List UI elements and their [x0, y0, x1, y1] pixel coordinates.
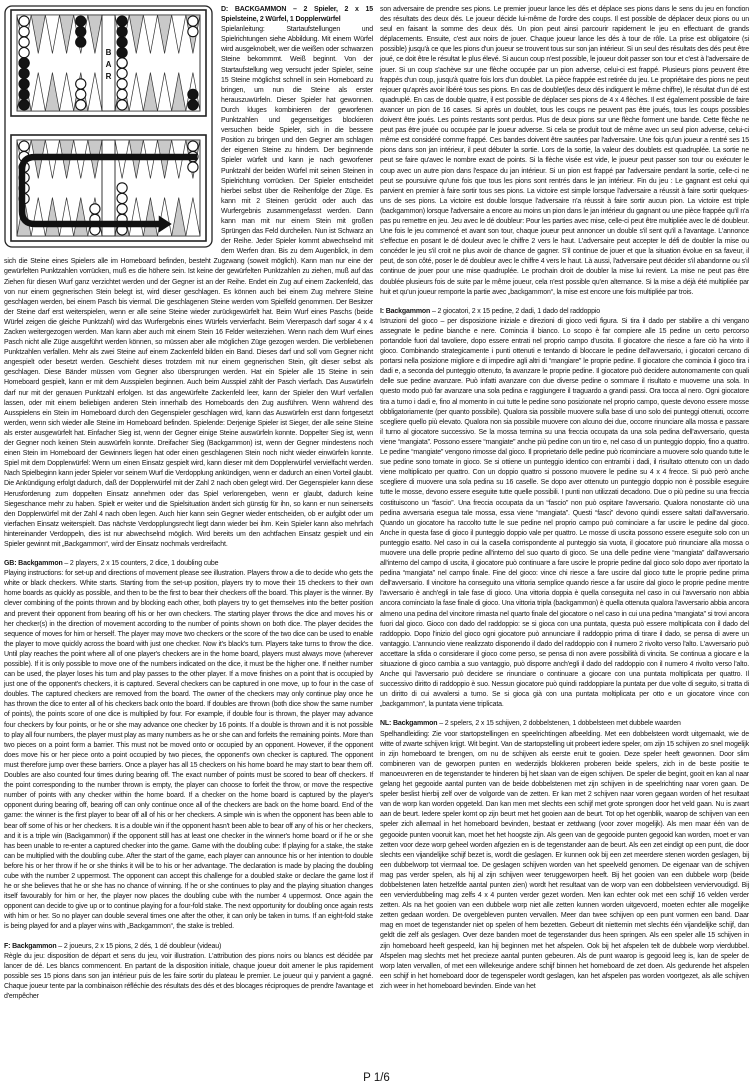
- section-meta-german: – 2 Spieler, 2 x 15 Spielsteine, 2 Würfel, 1 Dopplerwürfel: [221, 6, 374, 24]
- left-column: [4, 5, 373, 1002]
- board-diagram-svg: [4, 5, 214, 248]
- section-body-dutch: Spelhandleiding: Zie voor startopstellingen en speelrichtingen afbeelding. Met een dobbelsteen wordt uitgemaakt, wie de witte of zwarte schijven krijgt. Wit begint. Van de startopstelling uit probeert iedere speler, om zijn 15 schijven zo snel mogelijk in zijn homeboard te brengen, om nu de schijven als eerste eruit te gooien. Deze speler heeft gewonnen. Door slim combineren van de geworpen punten en wederzijds blokkeren proberen beide spelers, zich in de beste positie te manoeuvreren en de tegenstander te hinderen bij het slaan van de eigen schijven. De speler die begint, gooit en kan al naar gelang het gegooide aantal punten van de beide dobbelstenen met zijn schijven in de speelrichting naar voren gaan. De speler beslist hierbij zelf over de volgorde van de zetten. Er kan met 2 schijven naar voren gegaan worden of het resultaat van de worp kan worden opgeteld. Dan kan men met slechts een schijf met grote sprongen door het veld gaan. Nu is zwart aan de beurt. Iedere speler komt op zijn beurt met het gooien aan de beurt. Tot op het ogenblik, waarop de schijven van een speler zich allemaal in het homeboard bevinden, bestaat er zetdwang (voor zover mogelijk). Als men maar één van de gegooide punten vooruit kan, moet het het hoogste zijn. Als geen van de gegooide punten gegooid kan worden, moet er van zetten voor deze worp geheel worden afgezien en is de tegenstander aan de beurt. Als een zet eindigt op een punt, die door slechts een vijandelijke schijf bezet is, wordt die geslagen. Er kunnen ook bij een zet meerdere stenen worden geslagen, bij een dubbelworp tot viermaal toe. De geslagen schijven worden van het speelveld genomen. De eigenaar van de schijven mag pas verder spelen, als hij al zijn schijven weer teruggeworpen heeft. Bij het gooien van een dubbele worp (beide dobbelstenen laten hetzelfde aantal punten zien) wordt het resultaat van de worp van een dobbelsteen verviervoudigd. Bij een vervierdubbeling mag zelfs 4 x 4 punten verder gezet worden. Men kan echter ook met een schijf 16 velden verder zetten. Als na het gooien van een dubbele worp niet alle zetten kunnen worden uitgevoerd, moeten echter alle mogelijke zetten gedaan worden. De overgebleven punten vervallen. Meer dan twee schijven op een punt vormen een band. Daar mag en moet de tegenstander niet op spelen of hem bezetten. Gebeurt dit niettemin met slechts één vijandelijke schijf, dan geldt die zelf als geslagen. Over deze banden moet de tegenstander dus heen springen. Als een speler alle 15 schijven in zijn homeboard heeft gespeeld, kan hij beginnen met het afspelen. Ook bij het afspelen telt de dubbele worp vierdubbel. Afspelen mag slechts met het precieze aantal punten gebeuren. Als de punt waarop is gegooid leeg is, kan de speler de worp laten vervallen, of met een willekeurige andere schijf binnen het homeboard de zet doen. Als gedurende het afspelen een schijf in het homeboard door de tegenspeler wordt geslagen, kan het afspelen pas worden voortgezet, als alle schijven zich weer in het homeboard bevinden. Einde van het: [380, 730, 749, 990]
- section-title-french: F: Backgammon: [4, 942, 57, 950]
- footer-page-number: P 1/6: [363, 1072, 390, 1084]
- section-french: [4, 942, 373, 1003]
- section-body-french-right: son adversaire de prendre ses pions. Le premier joueur lance les dés et déplace ses pions dans le sens du jeu en fonction des résultats des deux dés. Le joueur décide lui-même de l'ordre des coups. Il est possible de déplacer deux pions ou un seul en faisant la somme des deux dés. Un pion peut ainsi parcourir rapidement le jeu en effectuant de grands déplacements. Ensuite, c'est aux noirs de jouer. Chaque joueur lance les dés à tour de rôle. La prise est obligatoire (si possible) jusqu'à ce que les pions d'un joueur se trouvent tous sur son jan intérieur. Si un seul des résultats des dés peut être joué, ce doit être le résultat le plus élevé. Si aucun coup n'est possible, le joueur doit passer son tour et c'est à l'adversaire de jouer. Si un coup s'achève sur une flèche occupée par un pion adverse, celui-ci est frappé. Plusieurs pions peuvent être frappés d'un coup, jusqu'à quatre fois lors d'un doublet. La pièce frappée est retirée du jeu. Le propriétaire des pions ne peut rejouer qu'après avoir libéré tous ses pions. En cas de doublet(les deux dés indiquent le même chiffre), le résultat d'un dé est quadruplé. En cas de double quatre, il est possible de déplacer ses pions de 4 x 4 flèches. Il est également possible de faire avancer un pion de 16 cases. Si après un doublet, tous les coups ne peuvent pas être joués, tous les coups possibles doivent être joués. Les points restants sont perdus. Plus de deux pions sur une flèche forment une bande. Cette flèche ne peut pas être jouée ou occupée par le joueur adverse. Si cela se produit tout de même avec un seul pion adverse, celui-ci même est considéré comme frappé. Ces bandes doivent être sautées par l'adversaire. Une fois qu'un joueur a rentré ses 15 pions dans son jan intérieur, il peut débuter la sortie. Lors de la sortie, la valeur des doublets est quadruplée. La sortie ne peut se faire qu'avec le nombre exact de points. Si la flèche visée est vide, le joueur peut passer son tour ou exécuter le coup avec un autre pion dans l'espace du jan intérieur. Si un pion est frappé par l'adversaire pendant la sortie, celle-ci ne peut se poursuivre qu'une fois que tous les pions sont rentrés dans le jan intérieur. Fin du jeu : Le gagnant est celui qui parvient en premier à faire sortir tous ses pions. La victoire est simple lorsque l'adversaire a réussit à faire sortir quelques-uns de ses pions. La victoire est double lorsque l'adversaire n'a réussit à faire sortir aucun pion. La victoire est triple (backgammon) lorsque l'adversaire a encore au moins un pion dans le jan intérieur du gagnant ou une pièce frappée qu'il n'a pas pu remettre en jeu. Jeu avec le dé doubleur: Pour les parties avec mise, celle-ci peut être multipliée avec le dé doubleur. Une fois le jeu commencé et avant son tour, chaque joueur peut annoncer un double s'il sent qu'il a l'avantage. L'annonce s'effectue en posant le dé douleur avec le chiffre 2 vers le haut. L'adversaire peut accepter le défi de doubler la mise ou concéder le jeu s'il croit ne plus avoir de chance de gagner. S'il continue de jouer et que la situation évolue en sa faveur, il peut, de son côté, poser le dé doubleur avec le chiffre 4 vers le haut. Là aussi, l'adversaire peut décider s'il abandonne ou s'il continue de jouer pour une mise quadruplée. Le prochain droit de doubler la mise lui revient. La mise ne peut pas être doublée plusieurs fois de suite par le même joueur, cela n'est possible qu'en alternance. Si la mise a déjà été multipliée par huit et qu'un joueur remporte la partie avec „backgammon“, la mise est encore une fois multipliée par trois.: [380, 6, 749, 296]
- svg-text:R: R: [105, 72, 112, 81]
- section-title-german: D: BACKGAMMON: [221, 6, 287, 13]
- section-title-italian: I: Backgammon: [380, 307, 431, 315]
- section-meta-italian: – 2 giocatori, 2 x 15 pedine, 2 dadi, 1 dado del raddoppio: [430, 307, 600, 315]
- svg-text:B: B: [105, 48, 112, 57]
- section-title-english: GB: Backgammon: [4, 560, 63, 568]
- section-title-dutch: NL: Backgammon: [380, 720, 438, 728]
- section-body-italian: Istruzioni del gioco – per disposizione iniziale e direzioni di gioco vedi figura. Si tira il dado per stabilire a chi vengano assegnate le pedine bianche e nere. Comincia il bianco. Lo scopo è far compiere alle 15 pedine un certo percorso portandole fuori dal tavoliere, dopo essere entrati nel proprio campo d'uscita. Il giocatore che riesce a fare ciò ha vinto il gioco. Combinando strategicamente i punti ottenuti e tentando di bloccare le pedine dell'avversario, i giocatori cercano di portarsi nella posizione migliore e di impedire agli altri di “mangiare” le proprie pedine. Il giocatore che comincia il gioco tira i dadi e, a seconda del punteggio ottenuto, fa avanzare le proprie pedine. Il giocatore può decidere autonomamente con quali delle sue pedine avanzare. Può infatti avanzare con due diverse pedine o sommare il risultato e muoverne una sola. In questo modo può far avanzare una sola pedina e raggiungere il traguardo a grandi passi. Ora tocca al nero. Ogni giocatore tira a turno i dadi e, fino al momento in cui tutte le pedine sono posizionate nel proprio campo, queste devono essere mosse obbligatoriamente (per quanto possibile). Qualora sia possibile muovere sulla base di uno solo dei punteggi ottenuti, occorre scegliere quello più elevato. Qualora non sia possibile muovere con alcuno dei due, occorre rinunciare alla mossa e passare il turno al giocatore successivo. Se la mossa termina su una freccia occupata da una sola pedina dell'avversario, questa viene “mangiata”. Possono essere “mangiate” anche più pedine con un tiro e, nel caso di un punteggio doppio, fino a quattro. Le pedine “mangiate” vengono rimosse dal gioco. Il proprietario delle pedine può ricominciare a muovere solo quando tutte le sue pedine sono tornate in gioco. Se si ottiene un punteggio identico con entrambi i dadi, il risultato ottenuto con un dado viene moltiplicato per quattro. Con un doppio quattro si possono muovere le pedine su 4 x 4 frecce. Si può però anche scegliere di muovere una sola pedina su 16 caselle. Se dopo aver ottenuto un punteggio doppio non è possibile eseguire tutte le mosse, devono essere eseguite tutte quelle possibili. I punti non utilizzati decadono. Due o più pedine su una freccia costituiscono un “fascio”. Una freccia occupata da un “fascio” non può ospitare l'avversario. Qualora nonostante ciò una pedina avversaria esegua tale mossa, essa viene “mangiata”. Questi “fasci” devono quindi essere saltati dall'avversario. Quando un giocatore ha raccolto tutte le sue pedine nel proprio campo può cominciare a far uscire le pedine dal gioco. Anche in questa fase di gioco il punteggio doppio vale per quattro. Le mosse di uscita possono essere eseguite solo con un punteggio esatto. Nel caso in cui la casella corrispondente al punteggio sia vuota, il giocatore può rinunciare alla mossa o muovere una delle proprie pedine all'interno del suo quarto di gioco. Se una delle pedine viene “mangiata” dall'avversario all'interno del campo di uscita, il giocatore può continuare a fare uscire le proprie pedine dal gioco solo dopo aver riportato la pedina “mangiata” nel campo finale. Fine del gioco: vince chi riesce a fare uscire dal gioco tutte le proprie pedine prima dell'avversario. Il vincitore ha conseguito una vittoria semplice quando riesce a far uscire dal gioco le proprie pedine mentre l'avversario è anch'egli in tale fase di gioco. Una vittoria doppia è quella conseguita nel caso in cui l'avversario non abbia ancora cominciato la fase finale di gioco. Una vittoria tripla (backgammon) è quella ottenuta qualora l'avversario abbia ancora almeno una pedina del vincitore rimasta nel quarto finale del giocatore o nel caso in cui una pedina “mangiata” si trovi ancora fuori dal gioco. Gioco con dado del raddoppio: se si gioca con una puntata, questa può essere moltiplicata con il dado del raddoppio. Dopo l'inizio del gioco ogni giocatore può annunciare il raddoppio prima di tirare il dado, se pensa di avere un vantaggio. L'annuncio viene realizzato disponendo il dado del raddoppio con il numero 2 rivolto verso l'alto. L'avversario può accettare la sfida o considerare il gioco come perso, se pensa di non avere possibilità di vincita. Se continua a giocare e la situazione di gioco cambia a suo vantaggio, può disporre anch'egli il dado del raddoppio con il numero 4 rivolto verso l'alto. Anche qui l'avversario può decidere se rinunciare o continuare a giocare con una puntata moltiplicata per quattro. Il successivo diritto di raddoppio è suo. Nessun giocatore può quindi raddoppiare la puntata per due volte di seguito, si tratta di un diritto di cui avvalersi a turno. Se si gioca già con una puntata moltiplicata per otto e un giocatore vince con „backgammon“, la puntata viene triplicata.: [380, 317, 749, 709]
- backgammon-board-diagram: [4, 5, 215, 249]
- section-meta-dutch: – 2 spelers, 2 x 15 schijven, 2 dobbelstenen, 1 dobbelsteen met dubbele waarden: [437, 720, 681, 728]
- section-body-english: Playing instructions: for set-up and directions of movement please see illustration. Players throw a die to decide who gets the white or black checkers. White starts. Starting from the set-up position, players try to move their 15 checkers to their own home boards as quickly as possible, and then to be the first to bear their checkers off the board. This player is the winner. By clever combining of the points thrown and by blocking each other, both players try to get themselves into the better position and prevent their opponent from bearing off his or her own checkers. The starting player throws the dice and moves his or her checker(s) in the direction of movement according to the number of points shown on both dice. The player decides the sequence of moves for him or herself. The player may move two checkers or the score of the two dice can be used to enable the player to move quickly across the board with just one checker. Now it's black's turn. Players take turns to throw the dice. Until play reaches the point where all of one player's checkers are in the home board, players must always move (wherever possible). If it is only possible to move one of the numbers indicated on the dice, it must be the higher one. If neither number can be used, the player loses his turn and play passes to the other player. If a move finishes on a point that is occupied by just one of the opponent's checkers, it is captured. Several checkers can be captured in one move, up to four in the case of doubles. The captured checkers are removed from the board. The owner of the checkers may only continue play once he has thrown the dice to enter all of his checkers back onto the board. If doubles are thrown (both dice show the same number of points), the points score of one dice is multiplied by four. For example, if double four is thrown, the player may advance four checkers by four points, or he or she may advance one checker by 16 points. If a double is thrown and it is not possible to play all four numbers, the player must play as many numbers as he or she can and forfeits the remaining points. More than two pieces on a point form a barrier. This must not be moved onto or occupied by an opponent. However, if the opponent does move his or her piece onto a point occupied by two pieces, the opponent's own checker is captured. The opponent must therefore jump over these barriers. Once a player has all 15 checkers on his home board he may start to bear them off. Doubles are also counted four times during bearing off. The exact number of points must be scored to bear off checkers. If the point corresponding to the number thrown is empty, the player can choose to forfeit the throw, or move the respective number of points with any checker within the home board. If a checker on the home board is captured by the player's opponent during bearing off, bearing off can only continue once all of the checkers are back on the home board. End of the game: the winner is the first player to bear off all of his or her checkers. A simple win is when the opponent has been able to bear off some of his or her checkers. It is a double win if the opponent hasn't been able to bear off any of his or her checkers, and it is a triple win (Backgammon) if the opponent still has at least one checker in the winner's home board or if he or she has been unable to re-enter a captured checker into the game. Game with the doubling cube: If playing for a stake, the stake can be multiplied with the doubling cube. After the start of the game, each player can announce his or her intention to double before his or her throw if he or she thinks it will be to his or her advantage. The declaration is made by placing the doubling cube with the number 2 uppermost. The opponent can accept this challenge for a doubled stake or declare the game lost if he or she believes that he or she has no chance of winning. If he or she continues to play and the playing situation changes itself favourably for him or her, the player now places the doubling cube with the number 4 uppermost. Once again the opponent can decide to give up or to continue playing for a four-fold stake. The next opportunity for doubling once again rests with him or her. So no player can double several times one after the other, it can only be taken in turns. If an eight-fold stake is being played for and a player wins with „Backgammon“, the stake is trebled.: [4, 570, 373, 931]
- section-french-continued: [380, 5, 749, 298]
- right-column: [380, 5, 749, 1083]
- section-dutch: [380, 719, 749, 992]
- section-italian: [380, 307, 749, 711]
- section-meta-french: – 2 joueurs, 2 x 15 pions, 2 dés, 1 dé doubleur (videau): [56, 942, 222, 950]
- svg-text:A: A: [105, 60, 112, 69]
- section-meta-english: – 2 players, 2 x 15 counters, 2 dice, 1 doubling cube: [62, 560, 219, 568]
- section-body-german: Spielanleitung: Startaufstellungen und Spielrichtungen siehe Abbildung. Mit einem Würfel wird ausgeknobelt, wer die weißen oder schwarzen Steine bekommmt. Weiß beginnt. Von der Startaufstellung weg versucht jeder Spieler, seine 15 Steine möglichst schnell in sein Homeboard zu bringen, um nun die Steine als erster herauszuwürfeln. Dieser Spieler hat gewonnen. Durch kluges kombinieren der geworfenen Punktzahlen und gegenseitiges blockieren versuchen beide Spieler, sich in die bessere Position zu bringen und den Gegner am schlagen der eigenen Steine zu hindern. Der beginnende Spieler würfelt und kann je nach geworfener Punktzahl der beiden Würfel mit seinen Steinen in Spielrichtung vorrücken. Der Spieler entscheidet hierbei selbst über die Reihenfolge der Züge. Es kann mit 2 Steinen gerückt oder auch das Wurfergebnis zusammengefasst werden. Dann kann man mit nur einem Stein mit großen Sprüngen das Feld durcheilen. Nun ist Schwarz an der Reihe. Jeder Spieler kommt abwechselnd mit dem Werfen dran. Bis zu dem Augenblick, in dem sich die Steine eines Spielers alle im Homeboard befinden, besteht Zugzwang (soweit möglich). Kann man nur eine der gewürfelten Punktzahlen vorrücken, muß es die höhere sein. Ist keine der gewürfelten Punktzahlen zu ziehen, muß auf das Ziehen für diesen Wurf ganz verzichtet werden und der Gegner ist an der Reihe. Endet ein Zug auf einem Zackenfeld, das von nur einem gegnerischen Stein belegt ist, wird dieser geschlagen. Es können auch bei einem Zug mehrere Steine geschlagen werden, bei einem Pasch bis viermal. Die geschlagenen Steine werden vom Spielfeld genommen. Der Besitzer der Steine darf erst weiterspielen, wenn er alle seine Steine wieder zurückgewürfelt hat. Beim Wurf eines Paschs (beide Würfel zeigen die gleiche Punktzahl) wird das Wurfergebnis eines Würfels vervierfacht. Beim Viererpasch darf sogar 4 x 4 Zacken weitergezogen werden. Man kann aber auch mit einem Stein 16 Felder weiterziehen. Wenn nach dem Wurf eines Pasch nicht alle Züge ausgeführt werden können, so müssen aber alle möglichen Züge gezogen werden. Die verbliebenen Punktzahlen verfallen. Mehr als zwei Steine auf einem Zackenfeld bilden ein Band. Dieses darf und soll vom Gegner nicht angespielt oder besetzt werden. Geschieht dieses trotzdem mit nur einem gegnerischen Stein, gilt dieser selbst als geschlagen. Diese Bänder müssen vom Gegner also übersprungen werden. Hat ein Spieler alle 15 Steine in sein Homeboard gespielt, kann er mit dem Ausspielen beginnen. Auch beim Ausspiel zählt der Pasch vierfach. Das Auswürfeln darf nur mit der genauen Punktzahl erfolgen. Ist das angewürfelte Zackenfeld leer, kann der Spieler den Wurf verfallen lassen, oder mit einem beliebigen anderen Stein innerhalb des Homeboards den Zug ausführen. Wenn während des Ausspielens ein Stein im Homeboard durch den Gegenspieler geschlagen wird, kann das Auswürfeln erst dann fortgesetzt werden, wenn sich wieder alle Steine im Homeboard befinden. Spielende: Derjenige Spieler ist Sieger, der alle seine Steine als erster ausgewürfelt hat. Einfacher Sieg ist, wenn der Gegner einige Steine auswürfeln konnte. Doppelter Sieg ist, wenn der Gegner noch keinen Stein auswürfeln konnte. Dreifacher Sieg (Backgammon) ist, wenn der Gegner mindestens noch einen Stein im Homeboard der Gewinners liegen hat oder einen geschlagenen Stein noch nicht wieder einwürfeln konnte. Spiel mit dem Dopplerwürfel: Wenn um einen Einsatz gespielt wird, kann dieser mit dem Dopplerwürfel vervielfacht werden. Nach Spielbeginn kann jeder Spieler vor seinem Wurf die Verdopplung ankündigen, wenn er dadurch an einen Vorteil glaubt. Die Ankündigung erfolgt dadurch, daß der Dopplerwürfel mit der Zahl 2 nach oben gelegt wird. Der Gegenspieler kann diese Herusforderung zum doppelten Einsatz annehmen oder das Spiel verlorengeben, wenn er glaubt, dadurch keine Siegeschance mehr zu haben. Spielt er weiter und die Spielsituation ändert sich günstig für ihn, so kann er nun seinerseits den Dopplerwürfel mit der Zahl 4 nach oben legen. Auch hier kann sein Gegner wieder entscheiden, ob er aufgibt oder um vierfachen Einsatz weiterspielt. Das nächste Verdopplungsrecht liegt dann wieder bei ihm. Kein Spieler kann also mehrfach hintereinander Verdoppeln, dies ist nur abwechselnd möglich. Wird bereits um den achtfachen Einsatz gespielt und ein Spieler gewinnt mit „Backgammon“, wird der Einsatz nochmals verdreifacht.: [4, 26, 373, 548]
- section-body-french-left: Règle du jeu: disposition de départ et sens du jeu, voir illustration. L'attribution des pions noirs ou blancs est décidée par lancer de dé. Les blancs commencent. En partant de la disposition initiale, chaque joueur doit amener le plus rapidement possible ses 15 pions dans son jan intérieur puis de les faire sortir du plateau le premier. Le joueur qui y parvient a gagné. Chaque joueur tente par la combinaison réfléchie des résultats des dés et des blocages réciproques de prendre l'avantage et d'empêcher: [4, 952, 373, 1000]
- section-english: [4, 559, 373, 932]
